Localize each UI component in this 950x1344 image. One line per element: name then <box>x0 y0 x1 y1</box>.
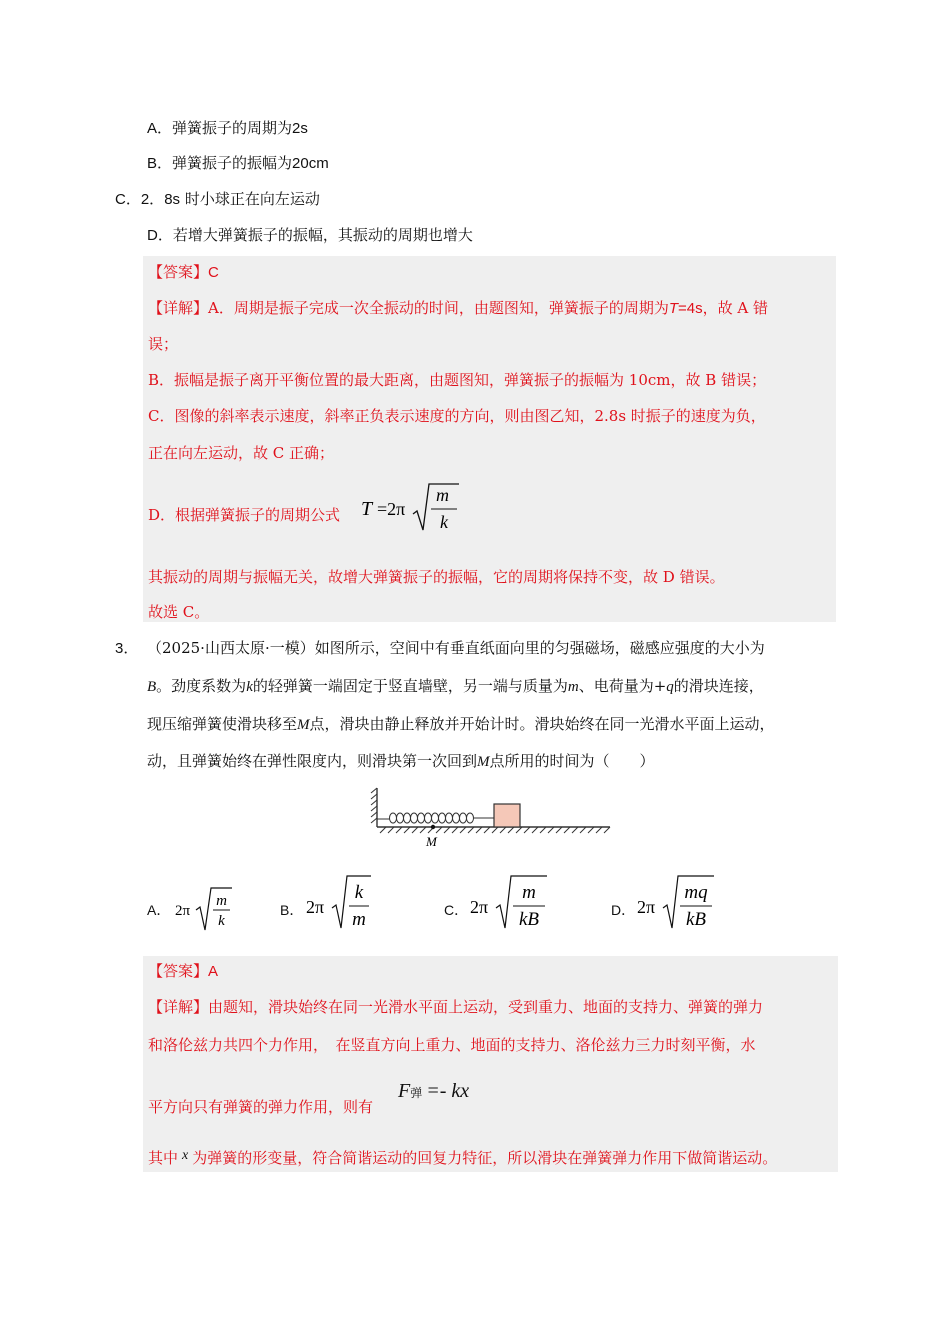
spring-coils <box>390 813 474 823</box>
choice-prefix: 2π <box>637 897 656 917</box>
q2-option-c: C．2．8s 时小球正在向左运动 <box>115 190 320 208</box>
choice-numerator: mq <box>684 882 708 903</box>
choice-numerator: k <box>354 882 364 903</box>
q2-detail-a: 【详解】A．周期是振子完成一次全振动的时间，由题图知，弹簧振子的周期为T=4s，故 A 错 <box>148 299 769 317</box>
q2-detail-c1: C．图像的斜率表示速度，斜率正负表示速度的方向，则由图乙知，2.8s 时振子的速度为负， <box>148 407 766 425</box>
choice-formula <box>468 868 548 934</box>
q2-detail-b: B．振幅是振子离开平衡位置的最大距离，由题图知，弹簧振子的振幅为 10cm，故 B 错误； <box>148 371 767 389</box>
wall-hatch <box>371 788 377 823</box>
choice-letter: B． <box>280 902 304 918</box>
period-formula <box>357 478 467 538</box>
force-formula: F弹 =- kx <box>398 1080 470 1102</box>
choice-formula <box>304 868 372 934</box>
choice-letter: D． <box>611 902 636 918</box>
choice-formula <box>635 868 715 934</box>
formula-num: m <box>436 485 449 505</box>
q3-answer-box <box>143 956 838 1172</box>
point-m-dot <box>431 825 435 829</box>
spring-figure-svg <box>370 785 615 850</box>
choice-denominator: m <box>352 909 366 930</box>
q2-conclusion: 故选 C。 <box>148 603 210 621</box>
q2-option-a: A．弹簧振子的周期为2s <box>147 119 308 137</box>
q3-answer: 【答案】A <box>148 962 219 980</box>
q3-stem-line4: 动，且弹簧始终在弹性限度内，则滑块第一次回到M点所用的时间为（ ） <box>147 752 655 770</box>
q2-option-b: B．弹簧振子的振幅为20cm <box>147 154 329 172</box>
q3-stem-line3: 现压缩弹簧使滑块移至M点，滑块由静止释放并开始计时。滑块始终在同一光滑水平面上运动， <box>147 715 775 733</box>
q3-stem-line1: （2025·山西太原·一模）如图所示，空间中有垂直纸面向里的匀强磁场，磁感应强度的大小为 <box>147 639 765 657</box>
formula-eq: =2π <box>377 499 406 519</box>
q2-detail-a-cont: 误； <box>148 335 179 353</box>
choice-denominator: kB <box>518 909 540 930</box>
q2-detail-d2: 其振动的周期与振幅无关，故增大弹簧振子的振幅，它的周期将保持不变，故 D 错误。 <box>148 568 725 586</box>
q3-number: 3． <box>115 640 139 657</box>
q2-option-d: D．若增大弹簧振子的振幅，其振动的周期也增大 <box>147 226 473 244</box>
q2-detail-d: D．根据弹簧振子的周期公式 <box>148 506 341 524</box>
formula-T: T <box>361 498 373 520</box>
ground-hatch <box>380 827 610 833</box>
choice-denominator: k <box>218 913 225 929</box>
choice-numerator: m <box>216 893 227 909</box>
choice-denominator: kB <box>685 909 707 930</box>
formula-den: k <box>440 512 448 532</box>
choice-prefix: 2π <box>470 897 489 917</box>
choice-prefix: 2π <box>175 903 191 919</box>
q3-detail-line2: 和洛伦兹力共四个力作用， 在竖直方向上重力、地面的支持力、洛伦兹力三力时刻平衡，水 <box>148 1036 756 1054</box>
q3-detail-line1: 【详解】由题知，滑块始终在同一光滑水平面上运动，受到重力、地面的支持力、弹簧的弹力 <box>148 998 764 1016</box>
point-m-label: M <box>426 834 437 849</box>
spring-figure <box>370 785 615 850</box>
q2-detail-c2: 正在向左运动，故 C 正确； <box>148 444 335 462</box>
q2-answer: 【答案】C <box>148 263 219 281</box>
choice-letter: A． <box>147 902 171 918</box>
choice-letter: C． <box>444 902 469 918</box>
choice-numerator: m <box>522 882 536 903</box>
period-formula-svg <box>357 478 467 538</box>
choice-prefix: 2π <box>306 897 325 917</box>
q3-detail-line4: 其中 x 为弹簧的形变量，符合简谐运动的回复力特征，所以滑块在弹簧弹力作用下做简谐运动。 <box>148 1148 778 1167</box>
slider-block <box>494 804 520 827</box>
choice-formula <box>173 868 238 934</box>
q3-detail-line3: 平方向只有弹簧的弹力作用，则有 <box>148 1098 374 1116</box>
q3-stem-line2: B。劲度系数为k的轻弹簧一端固定于竖直墙壁，另一端与质量为m、电荷量为+q的滑块连接， <box>147 677 764 695</box>
